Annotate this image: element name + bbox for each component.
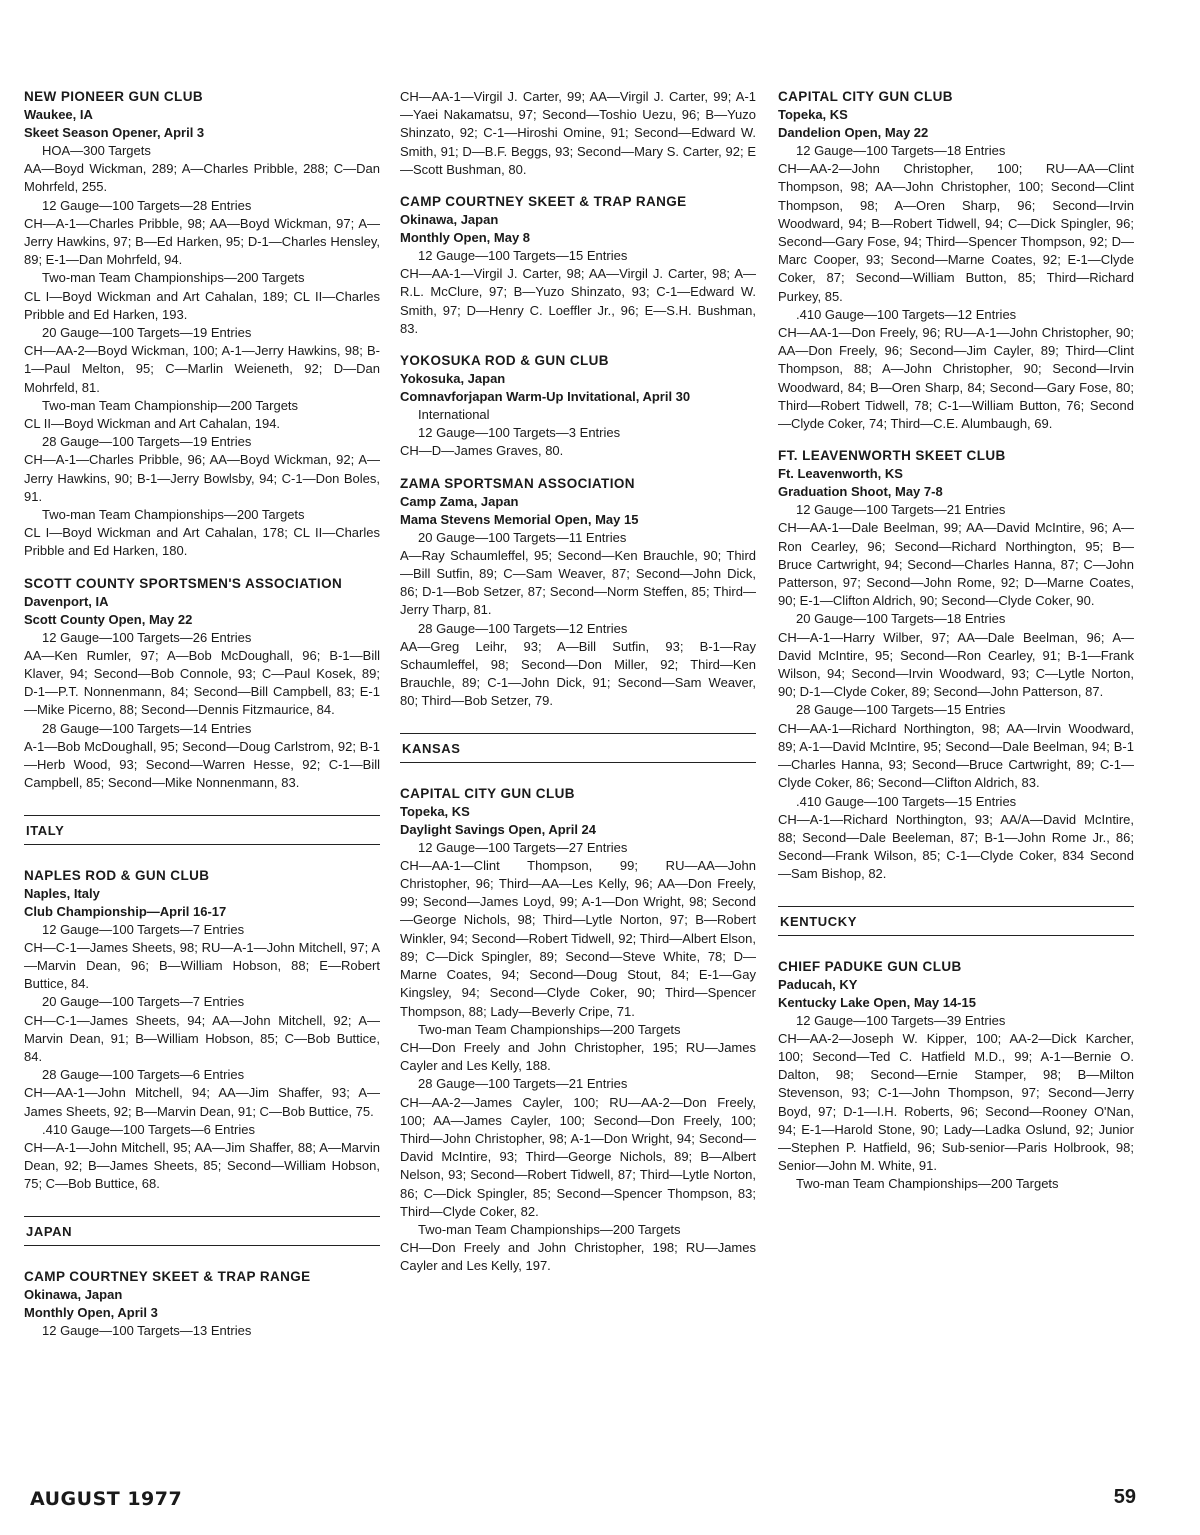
- club-location: Naples, Italy: [24, 885, 100, 901]
- results-text: CH—AA-1—Virgil J. Carter, 99; AA—Virgil J. Carter, 99; A-1—Yaei Nakamatsu, 97; Second—Toshio Uezu, 96; B—Yuzo Shinzato, 92; C-1—Hiroshi Omine, 91; Second—Edward W. Smith, 91; D—B.F. Beggs, 93; Second—Mary S. Carter, 92; E—Scott Bushman, 80.: [400, 89, 756, 177]
- club-result: [400, 193, 756, 338]
- results-text: CH—AA-1—Clint Thompson, 99; RU—AA—John Christopher, 96; Third—AA—Les Kelly, 96; AA—Don Freely, 99; Second—James Loyd, 99; A-1—Don Wright, 98; Second—George Nichols, 98; Third—Lytle Norton, 97; B—Robert Winkler, 94; Second—Robert Tidwell, 92; Third—Albert Elson, 89; C—Dick Spingler, 89; Second—Steve White, 78; D—Marne Coates, 94; Second—Doug Stout, 84; E-1—Gay Kingsley, 94; Second—Clyde Coker, 90; Third—Spencer Thompson, 88; Lady—Beverly Cripe, 71.: [400, 857, 756, 1019]
- club-location: Davenport, IA: [24, 593, 109, 609]
- club-name: YOKOSUKA ROD & GUN CLUB: [400, 353, 609, 369]
- event-subheading: Two-man Team Championships—200 Targets: [418, 1221, 681, 1237]
- results-text: CH—AA-2—Boyd Wickman, 100; A-1—Jerry Hawkins, 98; B-1—Paul Melton, 95; C—Marlin Weieneth, 92; D—Dan Mohrfeld, 81.: [24, 343, 380, 395]
- event-subheading: 12 Gauge—100 Targets—28 Entries: [42, 197, 252, 213]
- event-title: Club Championship—April 16-17: [24, 903, 227, 919]
- results-text: CH—AA-2—James Cayler, 100; RU—AA-2—Don Freely, 100; AA—James Cayler, 100; Second—Don Freely, 100; Third—John Christopher, 98; A-1—Don Wright, 94; Second—David McIntire, 93; Third—George Nichols, 89; B—Albert Nelson, 93; Second—Robert Tidwell, 87; Third—Lytle Norton, 86; C—Dick Spingler, 85; Second—Spencer Thompson, 83; Third—Clyde Coker, 82.: [400, 1094, 756, 1219]
- event-subheading: 20 Gauge—100 Targets—18 Entries: [796, 611, 1006, 627]
- event-subheading: 12 Gauge—100 Targets—39 Entries: [796, 1012, 1006, 1028]
- event-subheading: 12 Gauge—100 Targets—26 Entries: [42, 629, 252, 645]
- results-text: A—Ray Schaumleffel, 95; Second—Ken Brauchle, 90; Third—Bill Sutfin, 89; C—Sam Weaver, 87; Second—John Dick, 86; D-1—Bob Setzer, 87; Second—Norm Steffen, 85; Third—Jerry Tharp, 81.: [400, 547, 756, 618]
- club-result: [24, 1268, 380, 1340]
- event-subheading: 12 Gauge—100 Targets—18 Entries: [796, 143, 1006, 158]
- results-text: CH—Don Freely and John Christopher, 195; RU—James Cayler and Les Kelly, 188.: [400, 1039, 756, 1074]
- results-text: CH—AA-1—Don Freely, 96; RU—A-1—John Christopher, 90; AA—Don Freely, 96; Second—Jim Cayler, 89; Third—Clint Thompson, 88; A—John Christopher, 90; Second—Irvin Woodward, 84; B—Oren Sharp, 84; Second—Gary Fose, 80; Third—Robert Tidwell, 78; C-1—William Button, 76; Second—Clyde Coker, 74; Third—C.E. Alumbaugh, 69.: [778, 325, 1134, 432]
- results-text: CH—A-1—Richard Northington, 93; AA/A—David McIntire, 88; Second—Dale Beeleman, 87; B-1—John Rome Jr., 86; Second—Frank Wilson, 85; C-1—Clyde Coker, 834 Second—Sam Bishop, 82.: [778, 811, 1134, 882]
- club-result: [400, 352, 756, 461]
- state-section-header: [778, 906, 1134, 936]
- event-subheading: Two-man Team Championships—200 Targets: [418, 1021, 681, 1037]
- results-text: CH—AA-1—Dale Beelman, 99; AA—David McIntire, 96; A—Ron Cearley, 96; Second—Richard Northington, 95; B—Bruce Cartwright, 94; Second—Charles Hanna, 87; C—John Patterson, 97; Second—John Rome, 92; D—Marne Coates, 90; E-1—Clifton Aldrich, 90; Second—Clyde Coker, 90.: [778, 520, 1134, 609]
- event-subheading: 12 Gauge—100 Targets—7 Entries: [42, 921, 245, 937]
- results-text: AA—Greg Leihr, 93; A—Bill Sutfin, 93; B-1—Ray Schaumleffel, 98; Second—Don Miller, 92; Third—Ken Brauchle, 89; C-1—John Dick, 91; Second—Sam Weaver, 80; Third—Bob Setzer, 79.: [400, 638, 756, 709]
- event-subheading: HOA—300 Targets: [42, 143, 151, 158]
- event-subheading: International: [418, 407, 490, 423]
- event-subheading: 20 Gauge—100 Targets—7 Entries: [42, 994, 245, 1010]
- event-subheading: 12 Gauge—100 Targets—3 Entries: [418, 425, 621, 441]
- club-location: Okinawa, Japan: [400, 212, 499, 228]
- results-text: CH—AA-1—Virgil J. Carter, 98; AA—Virgil J. Carter, 98; A—R.L. McClure, 97; B—Yuzo Shinzato, 93; C-1—Edward W. Smith, 97; D—Henry C. Loeffler Jr., 96; E—S.H. Bushman, 83.: [400, 266, 756, 336]
- club-result: [400, 785, 756, 1276]
- results-text: CH—AA-2—John Christopher, 100; RU—AA—Clint Thompson, 98; AA—John Christopher, 100; Second—Clint Thompson, 98; A—Oren Sharp, 96; Second—Irvin Woodward, 94; B—Robert Tidwell, 94; C—Dick Spingler, 96; Second—Gary Fose, 94; Third—Spencer Thompson, 92; D—Marc Cooper, 93; Second—Marne Coates, 92; E-1—Clyde Coker, 87; Second—William Button, 85; Third—Richard Purkey, 85.: [778, 161, 1134, 304]
- event-subheading: 20 Gauge—100 Targets—11 Entries: [418, 529, 627, 545]
- club-result: [778, 447, 1134, 883]
- club-location: Topeka, KS: [400, 803, 470, 819]
- section-label: ITALY: [26, 822, 65, 838]
- results-text: CH—C-1—James Sheets, 98; RU—A-1—John Mitchell, 97; A—Marvin Dean, 96; B—William Hobson, 88; E—Robert Buttice, 84.: [24, 939, 380, 992]
- club-name: CAPITAL CITY GUN CLUB: [400, 785, 575, 801]
- section-label: KENTUCKY: [780, 913, 858, 929]
- event-subheading: 20 Gauge—100 Targets—19 Entries: [42, 325, 252, 341]
- event-title: Mama Stevens Memorial Open, May 15: [400, 511, 639, 527]
- event-subheading: 28 Gauge—100 Targets—6 Entries: [42, 1067, 245, 1083]
- club-location: Yokosuka, Japan: [400, 371, 506, 387]
- club-result: [24, 867, 380, 1194]
- event-subheading: Two-man Team Championships—200 Targets: [42, 270, 305, 286]
- event-title: Monthly Open, May 8: [400, 230, 531, 246]
- column-1: [24, 88, 380, 1340]
- club-name: NAPLES ROD & GUN CLUB: [24, 867, 210, 883]
- section-label: KANSAS: [402, 740, 461, 756]
- event-title: Comnavforjapan Warm-Up Invitational, April 30: [400, 389, 691, 405]
- club-result: [778, 88, 1134, 433]
- club-name: FT. LEAVENWORTH SKEET CLUB: [778, 448, 1006, 464]
- results-text: CH—AA-2—Joseph W. Kipper, 100; AA-2—Dick Karcher, 100; Second—Ted C. Hatfield M.D., 99; A-1—Bernie O. Dalton, 98; Second—Ernie Stamper, 98; B—Milton Stevenson, 93; C-1—John Thompson, 97; Second—Jerry Boyd, 97; D-1—I.H. Roberts, 96; Second—Rooney O'Nan, 94; E-1—Harold Stone, 90; Lady—Ladka Oslund, 92; Junior—Stephen P. Hatfield, 96; Sub-senior—Paris Holbrook, 98; Senior—John M. White, 91.: [778, 1030, 1134, 1174]
- page-number: 59: [1113, 1486, 1136, 1508]
- state-section-header: [24, 815, 380, 845]
- event-subheading: 12 Gauge—100 Targets—13 Entries: [42, 1322, 252, 1338]
- results-text: CH—D—James Graves, 80.: [400, 443, 564, 459]
- event-title: Graduation Shoot, May 7-8: [778, 484, 943, 500]
- club-name: CHIEF PADUKE GUN CLUB: [778, 958, 962, 974]
- event-subheading: 12 Gauge—100 Targets—21 Entries: [796, 502, 1006, 518]
- event-subheading: 28 Gauge—100 Targets—12 Entries: [418, 620, 628, 636]
- event-title: Kentucky Lake Open, May 14-15: [778, 994, 976, 1010]
- event-title: Scott County Open, May 22: [24, 611, 193, 627]
- results-text: A-1—Bob McDoughall, 95; Second—Doug Carlstrom, 92; B-1—Herb Wood, 93; Second—Warren Hesse, 92; C-1—Bill Campbell, 85; Second—Mike Nonnenmann, 83.: [24, 738, 380, 791]
- event-subheading: .410 Gauge—100 Targets—15 Entries: [796, 793, 1017, 809]
- club-result: [400, 88, 756, 179]
- club-result: [778, 958, 1134, 1194]
- event-subheading: 28 Gauge—100 Targets—15 Entries: [796, 702, 1006, 718]
- results-text: CH—AA-1—Richard Northington, 98; AA—Irvin Woodward, 89; A-1—David McIntire, 95; Second—Dale Beelman, 94; B-1—Charles Hanna, 93; Second—Bruce Cartwright, 89; C-1—Clyde Coker, 86; Second—Clifton Aldrich, 83.: [778, 720, 1134, 791]
- event-subheading: Two-man Team Championships—200 Targets: [796, 1176, 1059, 1192]
- club-location: Paducah, KY: [778, 976, 858, 992]
- results-text: CH—C-1—James Sheets, 94; AA—John Mitchell, 92; A—Marvin Dean, 91; B—William Hobson, 85; C—Bob Buttice, 84.: [24, 1012, 380, 1064]
- event-title: Daylight Savings Open, April 24: [400, 821, 597, 837]
- section-label: JAPAN: [26, 1223, 73, 1239]
- club-location: Ft. Leavenworth, KS: [778, 466, 903, 482]
- club-result: [24, 88, 380, 561]
- results-text: AA—Ken Rumler, 97; A—Bob McDoughall, 96; B-1—Bill Klaver, 94; Second—Bob Connole, 93; C—Paul Kosek, 89; D-1—P.T. Nonnenmann, 84; Second—Bill Campbell, 83; E-1—Mike Picerno, 88; Second—Dennis Fitzmaurice, 84.: [24, 647, 380, 718]
- event-subheading: .410 Gauge—100 Targets—12 Entries: [796, 306, 1017, 322]
- event-subheading: 12 Gauge—100 Targets—27 Entries: [418, 839, 628, 855]
- results-text: CL II—Boyd Wickman and Art Cahalan, 194.: [24, 416, 281, 432]
- event-subheading: Two-man Team Championships—200 Targets: [42, 507, 305, 523]
- event-subheading: 12 Gauge—100 Targets—15 Entries: [418, 248, 628, 264]
- results-text: CH—A-1—John Mitchell, 95; AA—Jim Shaffer, 88; A—Marvin Dean, 92; B—James Sheets, 85; Second—William Hobson, 75; C—Bob Buttice, 68.: [24, 1139, 380, 1192]
- issue-date: AUGUST 1977: [30, 1488, 183, 1510]
- club-location: Camp Zama, Japan: [400, 493, 519, 509]
- club-name: ZAMA SPORTSMAN ASSOCIATION: [400, 475, 635, 491]
- club-name: NEW PIONEER GUN CLUB: [24, 89, 204, 104]
- event-subheading: 28 Gauge—100 Targets—19 Entries: [42, 434, 252, 450]
- results-text: CH—AA-1—John Mitchell, 94; AA—Jim Shaffer, 93; A—James Sheets, 92; B—Marvin Dean, 91; C—Bob Buttice, 75.: [24, 1085, 380, 1119]
- club-location: Waukee, IA: [24, 107, 93, 122]
- club-result: [24, 575, 380, 793]
- club-name: SCOTT COUNTY SPORTSMEN'S ASSOCIATION: [24, 575, 343, 591]
- club-location: Okinawa, Japan: [24, 1286, 123, 1302]
- state-section-header: [400, 733, 756, 763]
- event-subheading: 28 Gauge—100 Targets—14 Entries: [42, 720, 252, 736]
- results-text: CH—A-1—Charles Pribble, 96; AA—Boyd Wickman, 92; A—Jerry Hawkins, 90; B-1—Jerry Bowlsby, 94; C-1—Don Boles, 91.: [24, 452, 380, 504]
- event-title: Skeet Season Opener, April 3: [24, 125, 205, 140]
- club-name: CAMP COURTNEY SKEET & TRAP RANGE: [24, 1268, 311, 1284]
- club-location: Topeka, KS: [778, 107, 848, 122]
- results-text: CL I—Boyd Wickman and Art Cahalan, 178; CL II—Charles Pribble and Ed Harken, 180.: [24, 525, 380, 559]
- club-name: CAMP COURTNEY SKEET & TRAP RANGE: [400, 194, 687, 210]
- event-title: Dandelion Open, May 22: [778, 125, 929, 140]
- results-text: AA—Boyd Wickman, 289; A—Charles Pribble, 288; C—Dan Mohrfeld, 255.: [24, 161, 380, 195]
- results-text: CH—A-1—Harry Wilber, 97; AA—Dale Beelman, 96; A—David McIntire, 95; Second—Ron Cearley, 91; B-1—Frank Wilson, 94; Second—Irvin Woodward, 93; C—Lytle Norton, 90; D-1—Clyde Coker, 89; Second—John Patterson, 87.: [778, 629, 1134, 700]
- event-subheading: 28 Gauge—100 Targets—21 Entries: [418, 1076, 628, 1092]
- event-subheading: .410 Gauge—100 Targets—6 Entries: [42, 1121, 255, 1137]
- results-text: CH—A-1—Charles Pribble, 98; AA—Boyd Wickman, 97; A—Jerry Hawkins, 97; B—Ed Harken, 95; D-1—Charles Hensley, 89; E-1—Dan Mohrfeld, 94.: [24, 215, 380, 268]
- column-3: [778, 88, 1134, 1194]
- state-section-header: [24, 1216, 380, 1246]
- event-title: Monthly Open, April 3: [24, 1304, 158, 1320]
- results-text: CL I—Boyd Wickman and Art Cahalan, 189; CL II—Charles Pribble and Ed Harken, 193.: [24, 288, 380, 322]
- event-subheading: Two-man Team Championship—200 Targets: [42, 397, 299, 413]
- results-text: CH—Don Freely and John Christopher, 198; RU—James Cayler and Les Kelly, 197.: [400, 1240, 756, 1274]
- column-2: [400, 88, 756, 1276]
- club-name: CAPITAL CITY GUN CLUB: [778, 89, 953, 104]
- club-result: [400, 475, 756, 711]
